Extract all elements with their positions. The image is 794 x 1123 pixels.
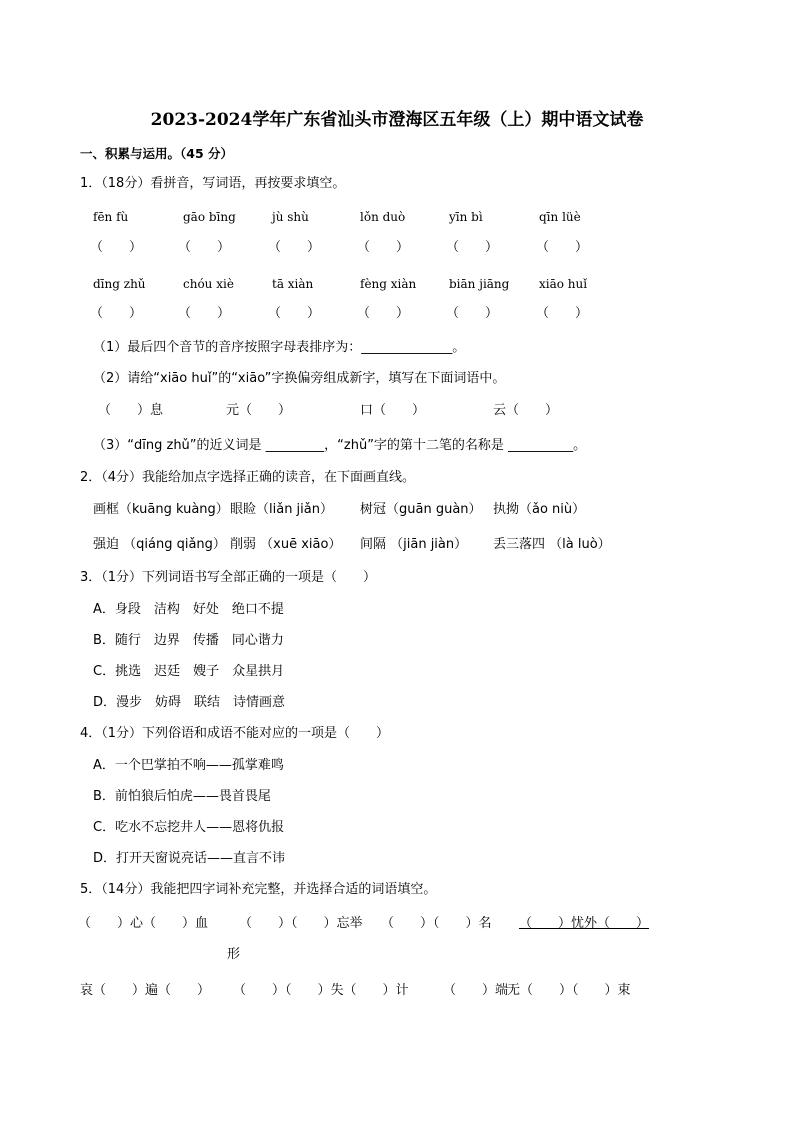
idiom-char: 形 — [227, 947, 241, 962]
fill-item[interactable]: 元（ ） — [226, 403, 292, 418]
answer-blank[interactable]: （ ） — [268, 240, 321, 255]
pinyin: fēn fù — [93, 210, 129, 224]
idiom-blank[interactable]: 无（ ）（ ）束 — [507, 983, 631, 998]
sub-question-1: （1）最后四个音节的音序按照字母表排序为：______________。 — [93, 340, 466, 355]
pinyin: dīng zhǔ — [93, 277, 146, 291]
pinyin: lǒn duò — [360, 210, 406, 224]
pinyin: fèng xiàn — [360, 277, 417, 291]
answer-blank[interactable]: （ ） — [268, 306, 321, 321]
option-d[interactable]: D．漫步 妨碍 联结 诗情画意 — [93, 695, 286, 710]
answer-blank[interactable]: （ ） — [90, 240, 143, 255]
pinyin: jù shù — [272, 210, 309, 224]
pinyin: tā xiàn — [272, 277, 314, 291]
answer-blank[interactable]: （ ） — [446, 306, 499, 321]
section-heading: 一、积累与运用。（45 分） — [80, 146, 233, 161]
reading-choice[interactable]: 眼睑（liǎn jiǎn） — [230, 502, 333, 517]
pinyin: gāo bīng — [183, 210, 236, 224]
idiom-blank[interactable]: 哀（ ）遍（ ） — [80, 983, 211, 998]
answer-blank[interactable]: （ ） — [178, 240, 231, 255]
option-b[interactable]: B．前怕狼后怕虎——畏首畏尾 — [93, 789, 271, 804]
reading-choice[interactable]: 强迫 （qiáng qiǎng） — [93, 537, 226, 552]
pinyin: biān jiāng — [449, 277, 510, 291]
option-a[interactable]: A．一个巴掌拍不响——孤掌难鸣 — [93, 758, 284, 773]
option-b[interactable]: B．随行 边界 传播 同心谐力 — [93, 633, 284, 648]
answer-blank[interactable]: （ ） — [536, 240, 589, 255]
option-c[interactable]: C．吃水不忘挖井人——恩将仇报 — [93, 820, 285, 835]
reading-choice[interactable]: 削弱 （xuē xiāo） — [230, 537, 342, 552]
idiom-blank[interactable]: （ ）（ ）忘举 — [239, 916, 363, 931]
sub-question-2: （2）请给“xiāo huǐ”的“xiāo”字换偏旁组成新字，填写在下面词语中。 — [93, 371, 506, 386]
idiom-blank[interactable]: （ ）端 — [443, 983, 509, 998]
question-2-stem: 2．（4分）我能给加点字选择正确的读音，在下面画直线。 — [80, 470, 416, 485]
reading-choice[interactable]: 丢三落四 （là luò） — [493, 537, 611, 552]
reading-choice[interactable]: 间隔 （jiān jiàn） — [360, 537, 468, 552]
fill-item[interactable]: （ ）息 — [98, 403, 164, 418]
fill-item[interactable]: 口（ ） — [360, 403, 426, 418]
pinyin: qīn lüè — [539, 210, 581, 224]
reading-choice[interactable]: 执拗（ǎo niù） — [493, 502, 586, 517]
reading-choice[interactable]: 树冠（guān guàn） — [360, 502, 482, 517]
option-a[interactable]: A．身段 洁构 好处 绝口不提 — [93, 602, 284, 617]
idiom-blank[interactable]: （ ）（ ）失（ ）计 — [233, 983, 409, 998]
fill-item[interactable]: 云（ ） — [493, 403, 559, 418]
option-d[interactable]: D．打开天窗说亮话——直言不讳 — [93, 851, 286, 866]
question-5-stem: 5．（14分）我能把四字词补充完整，并选择合适的词语填空。 — [80, 882, 437, 897]
idiom-blank[interactable]: （ ）忧外（ ） — [519, 916, 650, 931]
pinyin: yīn bì — [449, 210, 483, 224]
idiom-blank[interactable]: （ ）（ ）名 — [381, 916, 492, 931]
option-c[interactable]: C．挑选 迟廷 嫂子 众星拱月 — [93, 664, 285, 679]
sub-question-3: （3）“dīng zhǔ”的近义词是 _________，“zhǔ”字的第十二笔的名称是 __________。 — [93, 438, 587, 453]
answer-blank[interactable]: （ ） — [536, 306, 589, 321]
page-title: 2023-2024学年广东省汕头市澄海区五年级（上）期中语文试卷 — [150, 110, 644, 130]
question-3-stem: 3．（1分）下列词语书写全部正确的一项是（ ） — [80, 570, 377, 585]
answer-blank[interactable]: （ ） — [357, 240, 410, 255]
answer-blank[interactable]: （ ） — [446, 240, 499, 255]
question-1-stem: 1．（18分）看拼音，写词语，再按要求填空。 — [80, 176, 346, 191]
reading-choice[interactable]: 画框（kuāng kuàng） — [93, 502, 229, 517]
question-4-stem: 4．（1分）下列俗语和成语不能对应的一项是（ ） — [80, 726, 390, 741]
pinyin: xiāo huǐ — [539, 277, 588, 291]
answer-blank[interactable]: （ ） — [90, 306, 143, 321]
answer-blank[interactable]: （ ） — [357, 306, 410, 321]
answer-blank[interactable]: （ ） — [178, 306, 231, 321]
idiom-blank[interactable]: （ ）心（ ）血 — [78, 916, 209, 931]
pinyin: chóu xiè — [183, 277, 234, 291]
